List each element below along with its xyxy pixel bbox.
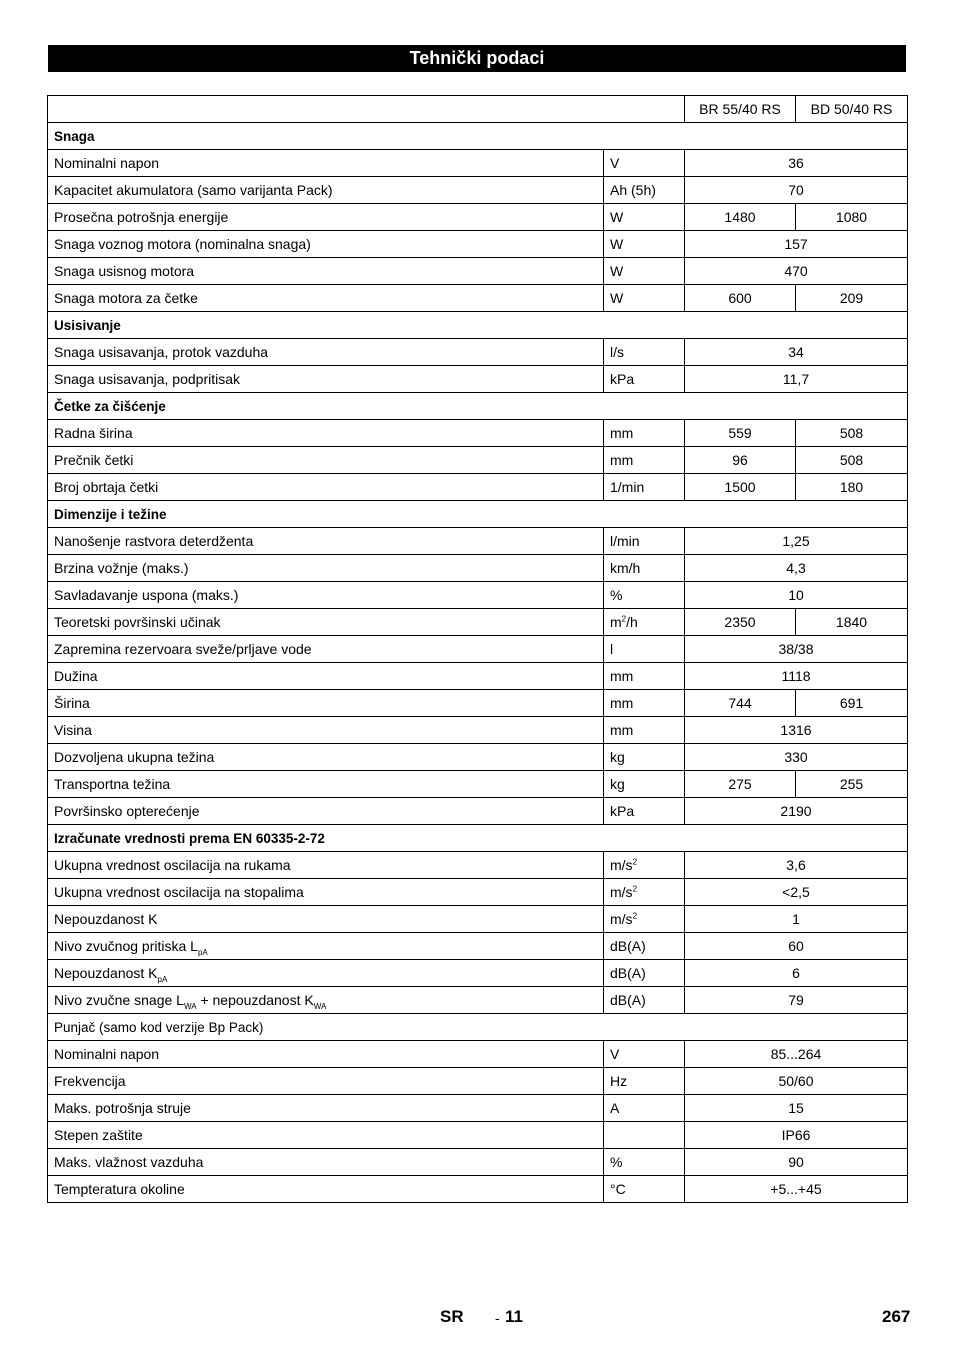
spec-value-bd: 1080 [796, 204, 908, 231]
spec-label-cell [48, 1068, 604, 1095]
spec-unit-cell [604, 474, 685, 501]
table-row [48, 177, 908, 204]
spec-label-cell [48, 690, 604, 717]
spec-value-shared: IP66 [685, 1122, 908, 1149]
table-row [48, 366, 908, 393]
spec-label-cell [48, 1041, 604, 1068]
spec-value-br: 96 [685, 447, 796, 474]
spec-label-cell [48, 1122, 604, 1149]
spec-unit-cell [604, 879, 685, 906]
spec-label-cell [48, 474, 604, 501]
spec-label-cell [48, 717, 604, 744]
spec-label-subscript: pA [197, 947, 208, 957]
spec-label: Frekvencija [54, 1073, 126, 1089]
spec-label: Ukupna vrednost oscilacija na rukama [54, 857, 291, 873]
spec-value-br: 600 [685, 285, 796, 312]
spec-label: Nepouzdanost K [54, 965, 158, 981]
spec-label-cell [48, 447, 604, 474]
table-row [48, 447, 908, 474]
spec-value-shared: 50/60 [685, 1068, 908, 1095]
spec-unit: mm [610, 722, 634, 738]
table-row [48, 879, 908, 906]
spec-unit: mm [610, 425, 634, 441]
spec-value-shared: 3,6 [685, 852, 908, 879]
spec-value-shared: 85...264 [685, 1041, 908, 1068]
spec-unit-cell [604, 555, 685, 582]
table-row [48, 933, 908, 960]
header-empty-cell [48, 96, 685, 123]
table-row [48, 1149, 908, 1176]
spec-unit-superscript: 2 [632, 884, 638, 894]
section-header-row [48, 501, 908, 528]
spec-value-shared: 6 [685, 960, 908, 987]
spec-unit-cell [604, 150, 685, 177]
spec-label: Prečnik četki [54, 452, 134, 468]
spec-label: Maks. vlažnost vazduha [54, 1154, 204, 1170]
spec-unit-cell [604, 204, 685, 231]
spec-unit: kPa [610, 803, 635, 819]
spec-value-bd: 508 [796, 447, 908, 474]
spec-label: Snaga voznog motora (nominalna snaga) [54, 236, 311, 252]
spec-unit-cell [604, 717, 685, 744]
spec-value-bd: 691 [796, 690, 908, 717]
table-row [48, 960, 908, 987]
spec-value-shared: 10 [685, 582, 908, 609]
spec-label: Snaga usisavanja, protok vazduha [54, 344, 269, 360]
spec-label: Stepen zaštite [54, 1127, 143, 1143]
spec-label-subscript: WA [313, 1001, 327, 1011]
spec-label: Savladavanje uspona (maks.) [54, 587, 239, 603]
table-row [48, 285, 908, 312]
spec-label-cell [48, 555, 604, 582]
spec-unit-cell [604, 987, 685, 1014]
spec-unit: dB(A) [610, 992, 646, 1008]
section-title: Dimenzije i težine [48, 501, 908, 528]
spec-label-cell [48, 339, 604, 366]
spec-value-shared: 2190 [685, 798, 908, 825]
footer-language: SR [440, 1307, 464, 1326]
spec-value-shared: +5...+45 [685, 1176, 908, 1203]
spec-label-cell [48, 879, 604, 906]
spec-unit: dB(A) [610, 965, 646, 981]
spec-unit-cell [604, 1095, 685, 1122]
spec-value-shared: 1316 [685, 717, 908, 744]
spec-unit-cell [604, 285, 685, 312]
spec-unit-cell [604, 906, 685, 933]
section-title: Punjač (samo kod verzije Bp Pack) [48, 1014, 908, 1041]
spec-unit: m [610, 614, 622, 630]
spec-unit-cell [604, 528, 685, 555]
spec-label: Nominalni napon [54, 155, 160, 171]
spec-unit: kPa [610, 371, 635, 387]
spec-unit: l/min [610, 533, 640, 549]
table-row [48, 1041, 908, 1068]
spec-unit: mm [610, 695, 634, 711]
spec-label: Nivo zvučnog pritiska L [54, 938, 198, 954]
section-title: Snaga [48, 123, 908, 150]
spec-value-shared: 34 [685, 339, 908, 366]
table-row [48, 906, 908, 933]
table-row [48, 582, 908, 609]
spec-unit-cell [604, 231, 685, 258]
spec-unit-cell [604, 258, 685, 285]
spec-unit-cell [604, 582, 685, 609]
spec-label: Prosečna potrošnja energije [54, 209, 229, 225]
spec-unit: 1/min [610, 479, 645, 495]
spec-label-cell [48, 420, 604, 447]
spec-value-br: 2350 [685, 609, 796, 636]
spec-unit-cell [604, 420, 685, 447]
spec-label-subscript: pA [157, 974, 168, 984]
spec-unit: l [610, 641, 614, 657]
spec-unit: Hz [610, 1073, 628, 1089]
table-row [48, 150, 908, 177]
spec-unit-cell [604, 1041, 685, 1068]
spec-unit-cell [604, 177, 685, 204]
spec-unit: mm [610, 668, 634, 684]
spec-label-cell [48, 852, 604, 879]
spec-value-bd: 209 [796, 285, 908, 312]
spec-value-shared: 470 [685, 258, 908, 285]
table-row [48, 1068, 908, 1095]
table-row [48, 852, 908, 879]
spec-unit-cell [604, 366, 685, 393]
footer-section-page: 11 [505, 1307, 523, 1326]
spec-unit-superscript: 2 [632, 857, 638, 867]
spec-unit-cell [604, 933, 685, 960]
table-row [48, 987, 908, 1014]
spec-unit: A [610, 1100, 620, 1116]
table-row [48, 1122, 908, 1149]
spec-value-bd: 508 [796, 420, 908, 447]
table-row [48, 663, 908, 690]
table-row [48, 798, 908, 825]
table-row [48, 1095, 908, 1122]
spec-label: Teoretski površinski učinak [54, 614, 221, 630]
spec-label: Snaga motora za četke [54, 290, 198, 306]
spec-unit: m/s [610, 911, 633, 927]
spec-label: Radna širina [54, 425, 133, 441]
spec-label: Visina [54, 722, 92, 738]
table-row [48, 204, 908, 231]
section-header-row [48, 825, 908, 852]
spec-unit-cell [604, 771, 685, 798]
spec-value-shared: 1,25 [685, 528, 908, 555]
spec-unit: kg [610, 749, 625, 765]
spec-label-cell [48, 528, 604, 555]
spec-label: Kapacitet akumulatora (samo varijanta Pack) [54, 182, 333, 198]
spec-label: Nivo zvučne snage L [54, 992, 184, 1008]
spec-value-shared: 1 [685, 906, 908, 933]
spec-label-cell [48, 366, 604, 393]
spec-unit-cell [604, 744, 685, 771]
section-title: Usisivanje [48, 312, 908, 339]
spec-unit-cell [604, 636, 685, 663]
spec-label: Snaga usisavanja, podpritisak [54, 371, 241, 387]
spec-unit-cell [604, 1068, 685, 1095]
section-title: Četke za čišćenje [48, 393, 908, 420]
technical-data-table [47, 95, 908, 1203]
table-row [48, 420, 908, 447]
section-header-row [48, 123, 908, 150]
footer-dash: - [495, 1310, 500, 1326]
spec-value-shared: <2,5 [685, 879, 908, 906]
spec-unit-cell [604, 852, 685, 879]
spec-unit: W [610, 209, 624, 225]
spec-label-cell [48, 1176, 604, 1203]
spec-unit-superscript: 2 [621, 614, 627, 624]
spec-label: Nepouzdanost K [54, 911, 158, 927]
spec-unit: mm [610, 452, 634, 468]
spec-label: Dužina [54, 668, 98, 684]
spec-label: Širina [54, 695, 90, 711]
spec-value-shared: 4,3 [685, 555, 908, 582]
spec-label-cell [48, 177, 604, 204]
table-row [48, 636, 908, 663]
spec-unit-cell [604, 1122, 685, 1149]
spec-label-cell [48, 258, 604, 285]
table-row [48, 339, 908, 366]
section-header-row [48, 1014, 908, 1041]
spec-unit-cell [604, 798, 685, 825]
spec-value-bd: 180 [796, 474, 908, 501]
section-header-row [48, 393, 908, 420]
spec-label-cell [48, 636, 604, 663]
spec-label-cell [48, 204, 604, 231]
spec-value-shared: 36 [685, 150, 908, 177]
spec-unit-cell [604, 447, 685, 474]
spec-value-shared: 330 [685, 744, 908, 771]
spec-label-cell [48, 744, 604, 771]
spec-label-cell [48, 150, 604, 177]
spec-value-br: 559 [685, 420, 796, 447]
section-title: Izračunate vrednosti prema EN 60335-2-72 [48, 825, 908, 852]
spec-label-cell [48, 960, 604, 987]
spec-label: Površinsko opterećenje [54, 803, 200, 819]
spec-label: Nanošenje rastvora deterdženta [54, 533, 254, 549]
spec-value-shared: 157 [685, 231, 908, 258]
spec-label-cell [48, 933, 604, 960]
table-row [48, 258, 908, 285]
spec-label: Dozvoljena ukupna težina [54, 749, 215, 765]
spec-unit-cell [604, 690, 685, 717]
spec-label: Maks. potrošnja struje [54, 1100, 191, 1116]
spec-unit: °C [610, 1181, 626, 1197]
spec-unit: m/s [610, 857, 633, 873]
spec-label-cell [48, 582, 604, 609]
spec-value-br: 744 [685, 690, 796, 717]
spec-label: Zapremina rezervoara sveže/prljave vode [54, 641, 312, 657]
table-row [48, 528, 908, 555]
spec-unit-cell [604, 663, 685, 690]
spec-unit: W [610, 290, 624, 306]
spec-value-shared: 90 [685, 1149, 908, 1176]
spec-label: Snaga usisnog motora [54, 263, 195, 279]
spec-unit: % [610, 1154, 623, 1170]
spec-label-cell [48, 231, 604, 258]
spec-unit-cell [604, 1149, 685, 1176]
spec-label: Ukupna vrednost oscilacija na stopalima [54, 884, 304, 900]
spec-unit-cell [604, 1176, 685, 1203]
spec-label-cell [48, 798, 604, 825]
page-title: Tehnički podaci [48, 45, 906, 72]
spec-unit: % [610, 587, 623, 603]
spec-label-cell [48, 906, 604, 933]
spec-value-bd: 1840 [796, 609, 908, 636]
table-row [48, 690, 908, 717]
spec-unit-tail: /h [626, 614, 638, 630]
spec-unit: l/s [610, 344, 624, 360]
model-header-br: BR 55/40 RS [685, 96, 796, 123]
spec-unit: dB(A) [610, 938, 646, 954]
spec-value-shared: 1118 [685, 663, 908, 690]
spec-label: Tempteratura okoline [54, 1181, 185, 1197]
spec-label-cell [48, 1095, 604, 1122]
table-row [48, 474, 908, 501]
spec-unit: km/h [610, 560, 641, 576]
spec-label-cell [48, 987, 604, 1014]
spec-value-shared: 79 [685, 987, 908, 1014]
spec-value-shared: 70 [685, 177, 908, 204]
footer-page-number: 267 [882, 1307, 911, 1326]
spec-label-cell [48, 285, 604, 312]
spec-unit: W [610, 263, 624, 279]
spec-unit: V [610, 1046, 620, 1062]
spec-label-cell [48, 609, 604, 636]
spec-value-br: 275 [685, 771, 796, 798]
spec-label: Transportna težina [54, 776, 171, 792]
table-row [48, 609, 908, 636]
spec-unit-superscript: 2 [632, 911, 638, 921]
spec-unit-cell [604, 339, 685, 366]
spec-value-bd: 255 [796, 771, 908, 798]
table-row [48, 744, 908, 771]
spec-label-cell [48, 771, 604, 798]
table-row [48, 717, 908, 744]
spec-label-cell [48, 663, 604, 690]
spec-label-subscript: WA [183, 1001, 197, 1011]
spec-unit: V [610, 155, 620, 171]
table-row [48, 231, 908, 258]
technical-data-body [48, 96, 908, 1203]
spec-value-shared: 15 [685, 1095, 908, 1122]
table-row [48, 555, 908, 582]
spec-label: Brzina vožnje (maks.) [54, 560, 189, 576]
spec-label-cell [48, 1149, 604, 1176]
spec-unit-cell [604, 609, 685, 636]
spec-unit: W [610, 236, 624, 252]
spec-value-shared: 38/38 [685, 636, 908, 663]
spec-value-br: 1480 [685, 204, 796, 231]
spec-label-continued: + nepouzdanost K [196, 992, 314, 1008]
spec-value-shared: 60 [685, 933, 908, 960]
spec-unit: kg [610, 776, 625, 792]
model-header-bd: BD 50/40 RS [796, 96, 908, 123]
table-row [48, 771, 908, 798]
spec-unit-cell [604, 960, 685, 987]
spec-value-br: 1500 [685, 474, 796, 501]
spec-value-shared: 11,7 [685, 366, 908, 393]
table-row [48, 1176, 908, 1203]
spec-label: Nominalni napon [54, 1046, 160, 1062]
header-row [48, 96, 908, 123]
spec-unit: Ah (5h) [610, 182, 656, 198]
section-header-row [48, 312, 908, 339]
spec-label: Broj obrtaja četki [54, 479, 159, 495]
spec-unit: m/s [610, 884, 633, 900]
